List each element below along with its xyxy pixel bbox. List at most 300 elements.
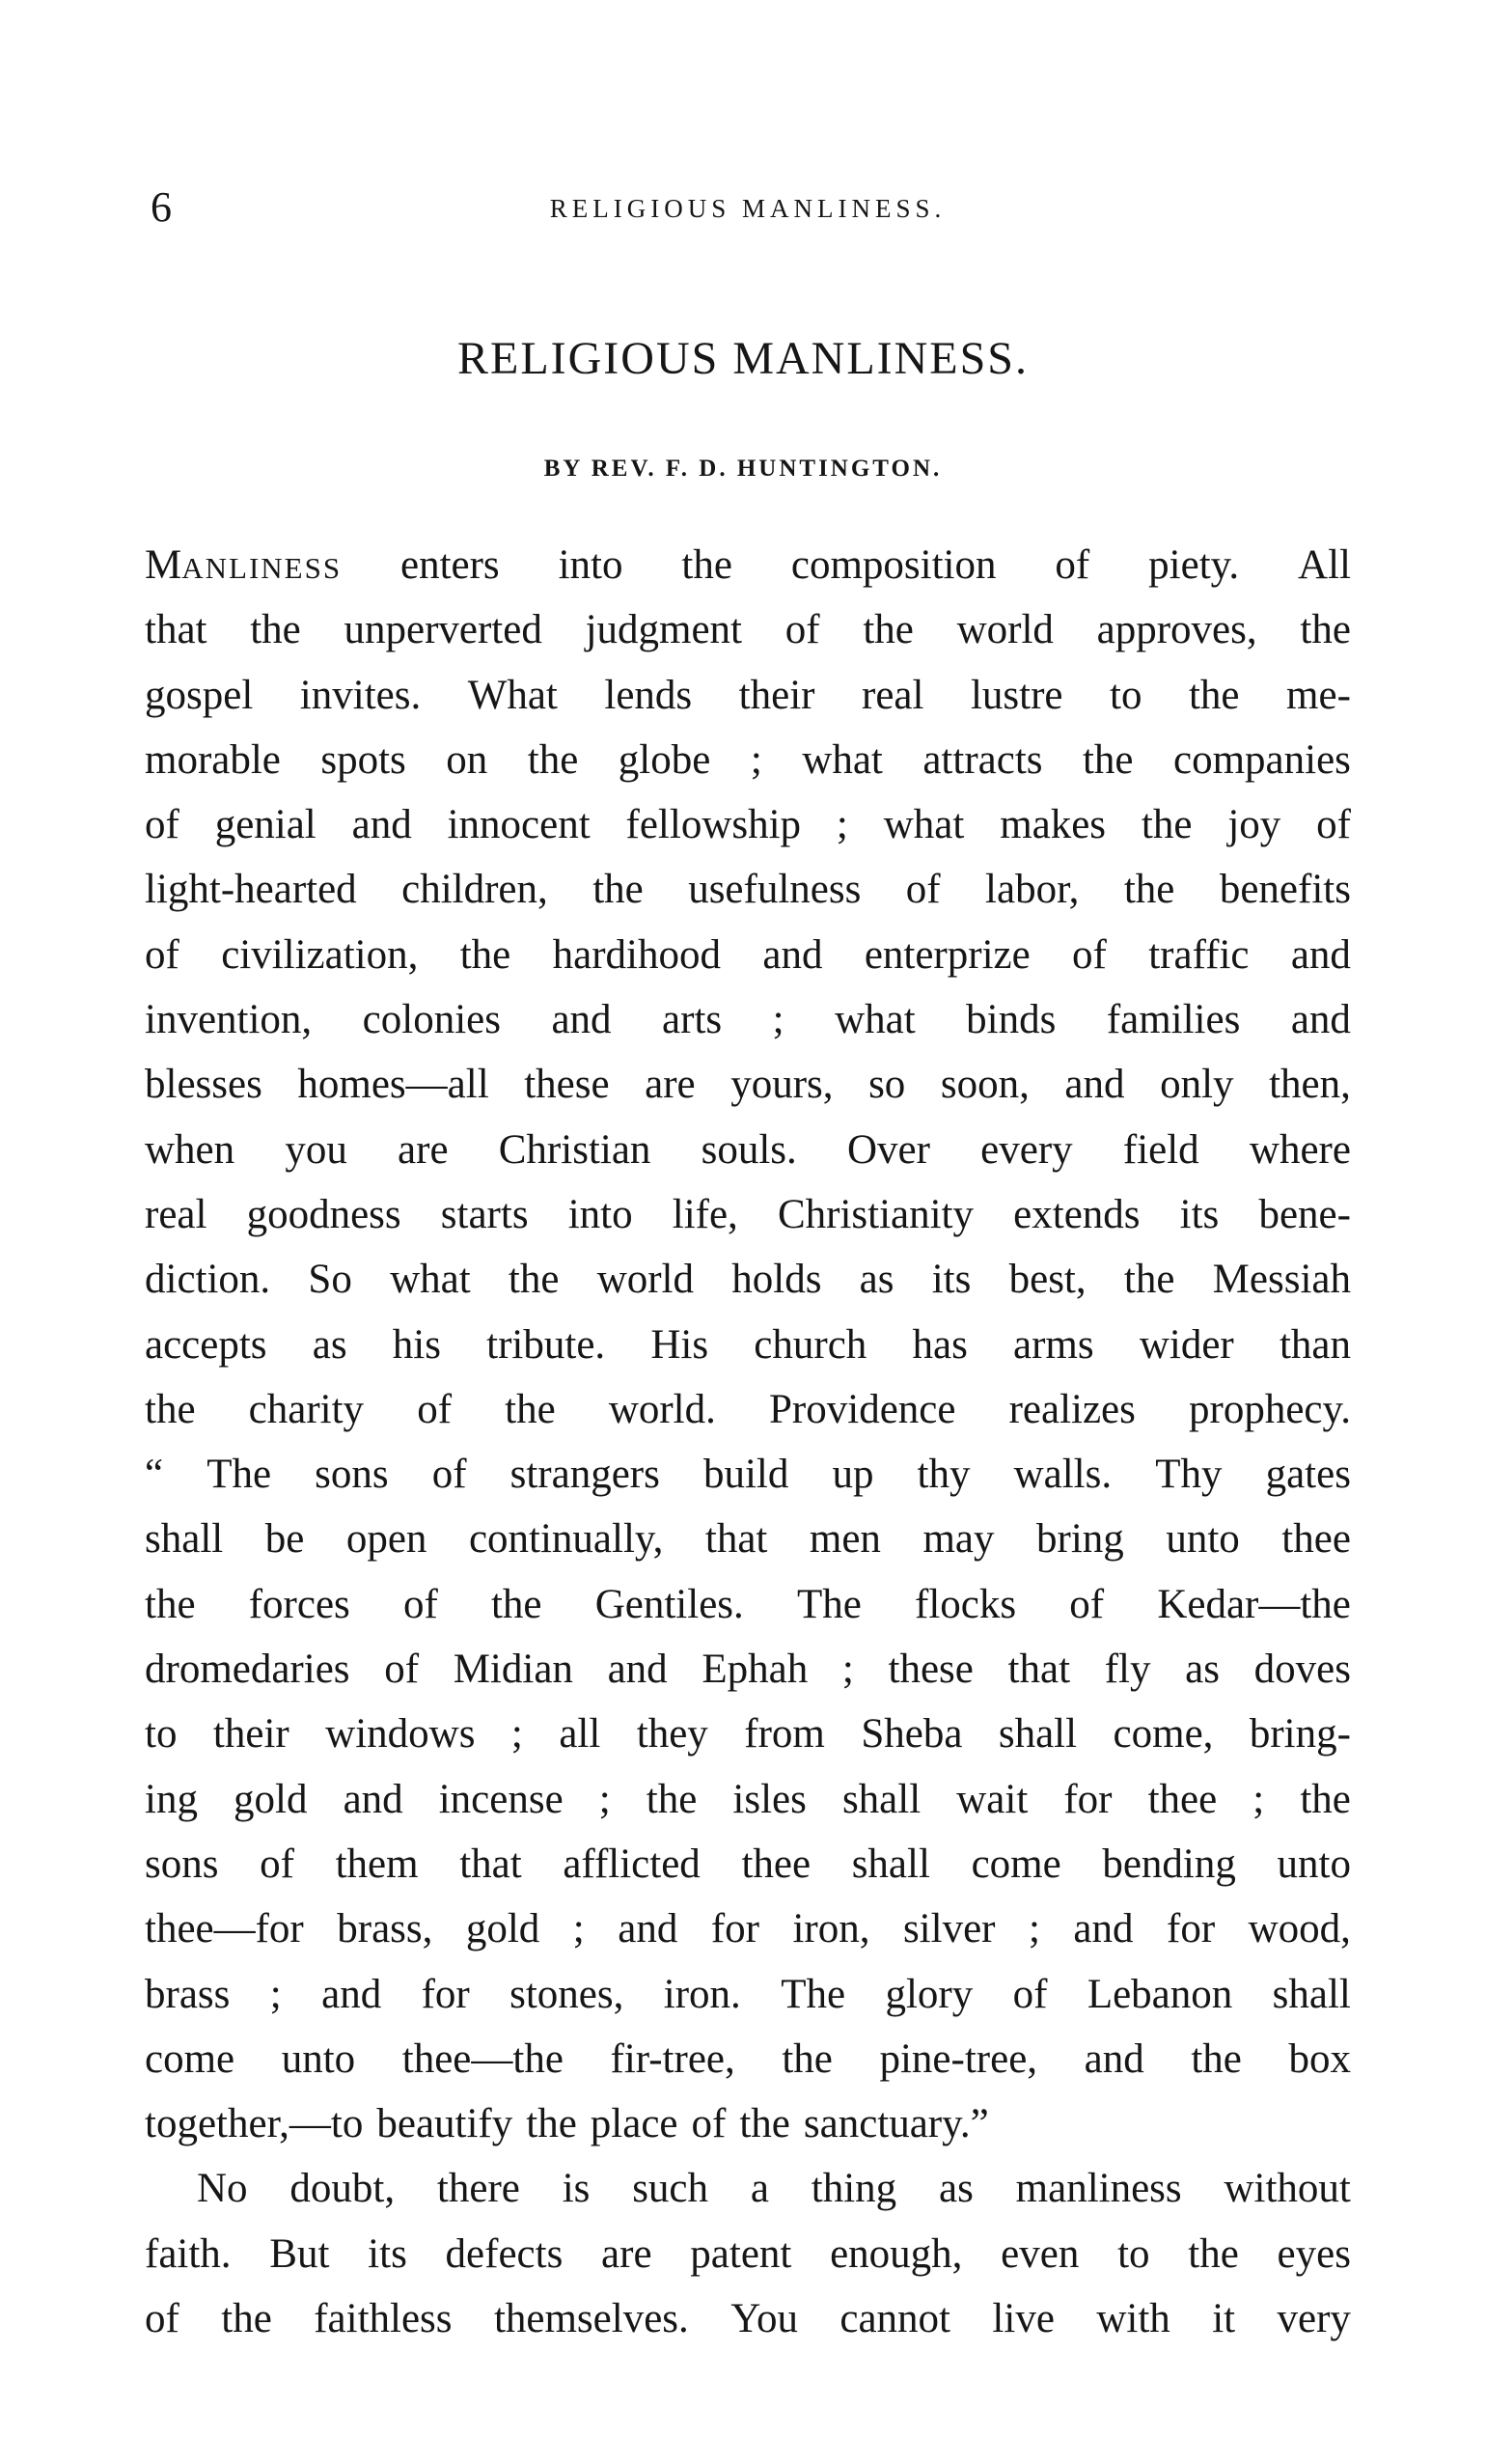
- word: and: [607, 1647, 668, 1693]
- word: wider: [1139, 1321, 1234, 1368]
- word: thing: [811, 2166, 897, 2212]
- page-number: 6: [151, 183, 172, 231]
- word: and: [343, 1776, 403, 1822]
- word: real: [145, 1191, 207, 1237]
- word: the: [1188, 672, 1240, 718]
- word: binds: [966, 997, 1057, 1043]
- word: tribute.: [486, 1321, 606, 1368]
- word: its: [931, 1257, 972, 1303]
- word: and: [1064, 1062, 1125, 1108]
- word: homes—all: [297, 1062, 489, 1108]
- word: when: [145, 1126, 235, 1173]
- word: of: [1316, 802, 1351, 848]
- word: come,: [1113, 1711, 1214, 1758]
- word: world: [956, 607, 1054, 653]
- word: children,: [401, 867, 548, 913]
- word: and: [351, 802, 412, 848]
- word: and: [551, 997, 612, 1043]
- word: it: [1212, 2296, 1236, 2342]
- word: fly: [1104, 1647, 1151, 1693]
- word: its: [368, 2230, 407, 2277]
- word: sons: [315, 1452, 389, 1498]
- word: silver: [902, 1906, 996, 1952]
- word: arts: [662, 997, 723, 1043]
- word: that: [704, 1516, 768, 1563]
- word: the: [505, 1386, 556, 1432]
- word: flocks: [915, 1581, 1017, 1627]
- lead-word: MANLINESS: [145, 542, 343, 588]
- word: as: [939, 2166, 974, 2212]
- word: that: [459, 1841, 522, 1887]
- word: usefulness: [688, 867, 862, 913]
- word: what: [883, 802, 965, 848]
- word: these: [524, 1062, 610, 1108]
- word: extends: [1013, 1191, 1141, 1237]
- word: best,: [1008, 1257, 1087, 1303]
- word: may: [922, 1516, 995, 1563]
- text-line: [145, 1377, 1351, 1442]
- word: faithless: [314, 2296, 453, 2342]
- text-line: [145, 1442, 1351, 1507]
- word: open: [345, 1516, 427, 1563]
- word: blesses: [145, 1062, 262, 1108]
- word: and: [1290, 931, 1351, 978]
- text-line: [145, 1572, 1351, 1637]
- word: thee—the: [401, 2035, 564, 2082]
- word: wood,: [1248, 1906, 1351, 1952]
- word: the: [1123, 867, 1175, 913]
- word: box: [1288, 2035, 1351, 2082]
- word: fellowship: [625, 802, 802, 848]
- word: of: [260, 1841, 294, 1887]
- word: Christian: [498, 1126, 651, 1173]
- word: for: [1063, 1776, 1113, 1822]
- word: place: [590, 2101, 678, 2147]
- byline: BY REV. F. D. HUNTINGTON.: [543, 456, 943, 482]
- word: ;: [572, 1906, 585, 1952]
- text-line: [145, 2156, 1351, 2221]
- word: brass,: [337, 1906, 433, 1952]
- word: a: [750, 2166, 769, 2212]
- word: beautify: [376, 2101, 513, 2147]
- word: No: [197, 2166, 248, 2212]
- word: doves: [1253, 1647, 1351, 1693]
- text-line: [145, 728, 1351, 792]
- word: them: [335, 1841, 419, 1887]
- text-line: [145, 663, 1351, 728]
- word: me-: [1286, 672, 1351, 718]
- article-title: RELIGIOUS MANLINESS.: [457, 333, 1029, 384]
- text-line: [145, 1182, 1351, 1247]
- word: on: [446, 736, 488, 783]
- word: the: [145, 1581, 196, 1627]
- word: iron,: [792, 1906, 870, 1952]
- text-line: [145, 1896, 1351, 1961]
- word: thee: [1147, 1776, 1218, 1822]
- word: as: [312, 1321, 347, 1368]
- word: without: [1224, 2166, 1351, 2212]
- word: What: [467, 672, 558, 718]
- word: All: [1298, 542, 1351, 588]
- word: to: [145, 1711, 178, 1758]
- word: spots: [320, 736, 406, 783]
- word: of: [691, 2101, 727, 2147]
- text-line: [145, 2222, 1351, 2286]
- word: then,: [1269, 1062, 1351, 1108]
- word: Providence: [769, 1386, 956, 1432]
- word: of: [402, 1581, 438, 1627]
- word: with: [1096, 2296, 1170, 2342]
- word: sons: [145, 1841, 219, 1887]
- word: of: [145, 2296, 179, 2342]
- text-line: [145, 533, 1351, 597]
- text-line: [145, 2091, 1351, 2156]
- word: the: [1123, 1257, 1175, 1303]
- text-line: [145, 1962, 1351, 2027]
- word: their: [738, 672, 815, 718]
- word: where: [1249, 1126, 1351, 1173]
- word: world: [596, 1257, 695, 1303]
- word: colonies: [362, 997, 501, 1043]
- word: from: [744, 1711, 825, 1758]
- word: of: [1012, 1971, 1048, 2017]
- word: for: [1167, 1906, 1216, 1952]
- word: for: [421, 1971, 470, 2017]
- word: souls.: [701, 1126, 797, 1173]
- word: thy: [917, 1452, 971, 1498]
- word: continually,: [468, 1516, 664, 1563]
- word: joy: [1227, 802, 1281, 848]
- word: ;: [750, 736, 762, 783]
- word: world.: [608, 1386, 716, 1432]
- word: are: [645, 1062, 696, 1108]
- word: shall: [1272, 1971, 1351, 2017]
- word: up: [832, 1452, 874, 1498]
- word: Thy: [1155, 1452, 1223, 1498]
- word: ing: [145, 1776, 198, 1822]
- word: all: [559, 1711, 601, 1758]
- word: gold: [234, 1776, 308, 1822]
- word: as: [859, 1257, 894, 1303]
- word: field: [1122, 1126, 1199, 1173]
- word: you: [285, 1126, 347, 1173]
- word: enterprize: [864, 931, 1031, 978]
- word: be: [264, 1516, 305, 1563]
- word: prophecy.: [1189, 1386, 1351, 1432]
- word: dromedaries: [145, 1647, 350, 1693]
- word: makes: [1000, 802, 1107, 848]
- word: stones,: [509, 1971, 624, 2017]
- word: bring-: [1249, 1711, 1351, 1758]
- word: forces: [248, 1581, 350, 1627]
- word: wait: [956, 1776, 1029, 1822]
- word: the: [1082, 736, 1134, 783]
- word: gold: [465, 1906, 540, 1952]
- word: the: [221, 2296, 272, 2342]
- word: into: [567, 1191, 633, 1237]
- word: hardihood: [552, 931, 721, 978]
- word: the: [508, 1257, 560, 1303]
- word: shall: [145, 1516, 224, 1563]
- word: only: [1160, 1062, 1234, 1108]
- word: labor,: [985, 867, 1080, 913]
- word: the: [1300, 1776, 1351, 1822]
- word: fir-tree,: [610, 2035, 735, 2082]
- word: lends: [604, 672, 693, 718]
- word: live: [992, 2296, 1055, 2342]
- word: patent: [690, 2230, 792, 2277]
- word: even: [1001, 2230, 1080, 2277]
- word: yours,: [730, 1062, 834, 1108]
- word: to: [1110, 672, 1142, 718]
- word: has: [912, 1321, 968, 1368]
- word: together,—to: [145, 2101, 364, 2147]
- word: Kedar—the: [1157, 1581, 1351, 1627]
- word: ;: [1252, 1776, 1265, 1822]
- word: Messiah: [1212, 1257, 1351, 1303]
- word: soon,: [940, 1062, 1030, 1108]
- word: iron.: [663, 1971, 741, 2017]
- running-title: RELIGIOUS MANLINESS.: [549, 194, 947, 223]
- word: there: [436, 2166, 520, 2212]
- word: what: [390, 1257, 471, 1303]
- word: shall: [841, 1776, 922, 1822]
- word: to: [1117, 2230, 1150, 2277]
- word: ;: [841, 1647, 854, 1693]
- word: and: [618, 1906, 678, 1952]
- word: attracts: [922, 736, 1043, 783]
- word: for: [710, 1906, 759, 1952]
- word: ;: [772, 997, 784, 1043]
- word: that: [145, 607, 207, 653]
- word: Ephah: [702, 1647, 809, 1693]
- word: and: [1084, 2035, 1144, 2082]
- word: unperverted: [344, 607, 542, 653]
- text-line: [145, 2286, 1351, 2351]
- text-line: [145, 1052, 1351, 1117]
- word: every: [980, 1126, 1073, 1173]
- word: pine-tree,: [879, 2035, 1038, 2082]
- word: gospel: [145, 672, 254, 718]
- word: themselves.: [493, 2296, 689, 2342]
- word: are: [398, 1126, 449, 1173]
- word: defects: [445, 2230, 564, 2277]
- word: come: [145, 2035, 235, 2082]
- word: church: [754, 1321, 867, 1368]
- word: sanctuary.”: [803, 2101, 989, 2147]
- word: ;: [836, 802, 848, 848]
- word: brass: [145, 1971, 231, 2017]
- text-line: [145, 1702, 1351, 1766]
- word: The: [796, 1581, 862, 1627]
- word: life,: [672, 1191, 738, 1237]
- word: Sheba: [861, 1711, 963, 1758]
- word: genial: [214, 802, 316, 848]
- word: accepts: [145, 1321, 267, 1368]
- word: charity: [248, 1386, 365, 1432]
- word: of: [1069, 1581, 1105, 1627]
- word: The: [781, 1971, 846, 2017]
- word: globe: [618, 736, 711, 783]
- word: is: [562, 2166, 591, 2212]
- word: strangers: [509, 1452, 660, 1498]
- word: the: [592, 867, 644, 913]
- word: Lebanon: [1087, 1971, 1233, 2017]
- word: traffic: [1148, 931, 1250, 978]
- word: unto: [1277, 1841, 1351, 1887]
- word: shall: [851, 1841, 930, 1887]
- word: the: [527, 736, 579, 783]
- word: of: [1055, 542, 1090, 588]
- word: judgment: [585, 607, 743, 653]
- word: very: [1277, 2296, 1351, 2342]
- word: gates: [1265, 1452, 1351, 1498]
- word: ;: [269, 1971, 282, 2017]
- word: the: [526, 2101, 577, 2147]
- word: and: [1290, 997, 1351, 1043]
- word: glory: [885, 1971, 974, 2017]
- word: The: [206, 1452, 272, 1498]
- word: goodness: [246, 1191, 401, 1237]
- word: the: [1300, 607, 1351, 653]
- word: isles: [732, 1776, 807, 1822]
- running-head: [145, 179, 1351, 236]
- word: invention,: [145, 997, 313, 1043]
- word: afflicted: [563, 1841, 701, 1887]
- word: You: [730, 2296, 798, 2342]
- word: men: [809, 1516, 881, 1563]
- word: piety.: [1148, 542, 1240, 588]
- word: of: [784, 607, 820, 653]
- text-line: [145, 1118, 1351, 1182]
- word: windows: [325, 1711, 476, 1758]
- word: these: [888, 1647, 974, 1693]
- word: the: [1191, 2035, 1242, 2082]
- word: of: [431, 1452, 467, 1498]
- word: His: [650, 1321, 709, 1368]
- word: thee—for: [145, 1906, 304, 1952]
- word: what: [835, 997, 916, 1043]
- word: they: [636, 1711, 708, 1758]
- word: the: [459, 931, 511, 978]
- word: So: [308, 1257, 352, 1303]
- word: the: [863, 607, 914, 653]
- word: the: [490, 1581, 542, 1627]
- word: real: [862, 672, 924, 718]
- word: so: [868, 1062, 906, 1108]
- text-line: [145, 923, 1351, 987]
- text-line: [145, 857, 1351, 922]
- word: enough,: [830, 2230, 963, 2277]
- word: unto: [1166, 1516, 1240, 1563]
- word: the: [1141, 802, 1193, 848]
- word: of: [145, 802, 179, 848]
- word: unto: [281, 2035, 356, 2082]
- word: the: [739, 2101, 790, 2147]
- word: But: [269, 2230, 330, 2277]
- word: ;: [598, 1776, 611, 1822]
- word: the: [782, 2035, 833, 2082]
- word: as: [1185, 1647, 1220, 1693]
- word: the: [1188, 2230, 1239, 2277]
- text-line: [145, 1767, 1351, 1832]
- text-line: [145, 1247, 1351, 1312]
- word: the: [250, 607, 301, 653]
- word: of: [417, 1386, 453, 1432]
- word: bring: [1036, 1516, 1124, 1563]
- word: Midian: [453, 1647, 573, 1693]
- text-line: [145, 1313, 1351, 1377]
- word: Over: [847, 1126, 930, 1173]
- word: approves,: [1096, 607, 1257, 653]
- text-line: [145, 987, 1351, 1052]
- word: faith.: [145, 2230, 232, 2277]
- word: ;: [510, 1711, 523, 1758]
- text-line: [145, 1832, 1351, 1896]
- word: build: [702, 1452, 789, 1498]
- word: of: [905, 867, 941, 913]
- word: diction.: [145, 1257, 271, 1303]
- text-line: [145, 1507, 1351, 1571]
- text-line: [145, 597, 1351, 662]
- word: innocent: [447, 802, 591, 848]
- word: their: [212, 1711, 289, 1758]
- word: are: [601, 2230, 652, 2277]
- word: Gentiles.: [594, 1581, 744, 1627]
- text-line: [145, 1637, 1351, 1702]
- word: companies: [1173, 736, 1351, 783]
- word: realizes: [1008, 1386, 1136, 1432]
- word: Christianity: [777, 1191, 975, 1237]
- word: and: [321, 1971, 382, 2017]
- word: his: [392, 1321, 441, 1368]
- word: thee: [1281, 1516, 1351, 1563]
- word: the: [681, 542, 732, 588]
- word: bene-: [1258, 1191, 1351, 1237]
- word: morable: [145, 736, 281, 783]
- word: its: [1179, 1191, 1220, 1237]
- word: than: [1279, 1321, 1351, 1368]
- word: arms: [1013, 1321, 1094, 1368]
- word: eyes: [1277, 2230, 1351, 2277]
- body-text: [145, 533, 1351, 2351]
- text-line: [145, 792, 1351, 857]
- word: ;: [1028, 1906, 1040, 1952]
- word: holds: [731, 1257, 822, 1303]
- word: light-hearted: [145, 867, 357, 913]
- word: composition: [790, 542, 997, 588]
- word: starts: [440, 1191, 529, 1237]
- word: doubt,: [289, 2166, 396, 2212]
- word: bending: [1102, 1841, 1236, 1887]
- word: come: [971, 1841, 1061, 1887]
- word: the: [646, 1776, 698, 1822]
- word: what: [802, 736, 883, 783]
- word: families: [1106, 997, 1241, 1043]
- word: shall: [998, 1711, 1078, 1758]
- text-line: [145, 2027, 1351, 2091]
- word: of: [145, 931, 179, 978]
- word: and: [1073, 1906, 1134, 1952]
- word: benefits: [1219, 867, 1351, 913]
- word: into: [558, 542, 623, 588]
- word: enters: [400, 542, 500, 588]
- word: the: [145, 1386, 196, 1432]
- word: walls.: [1013, 1452, 1113, 1498]
- word: manliness: [1015, 2166, 1182, 2212]
- word: such: [632, 2166, 709, 2212]
- word: and: [762, 931, 823, 978]
